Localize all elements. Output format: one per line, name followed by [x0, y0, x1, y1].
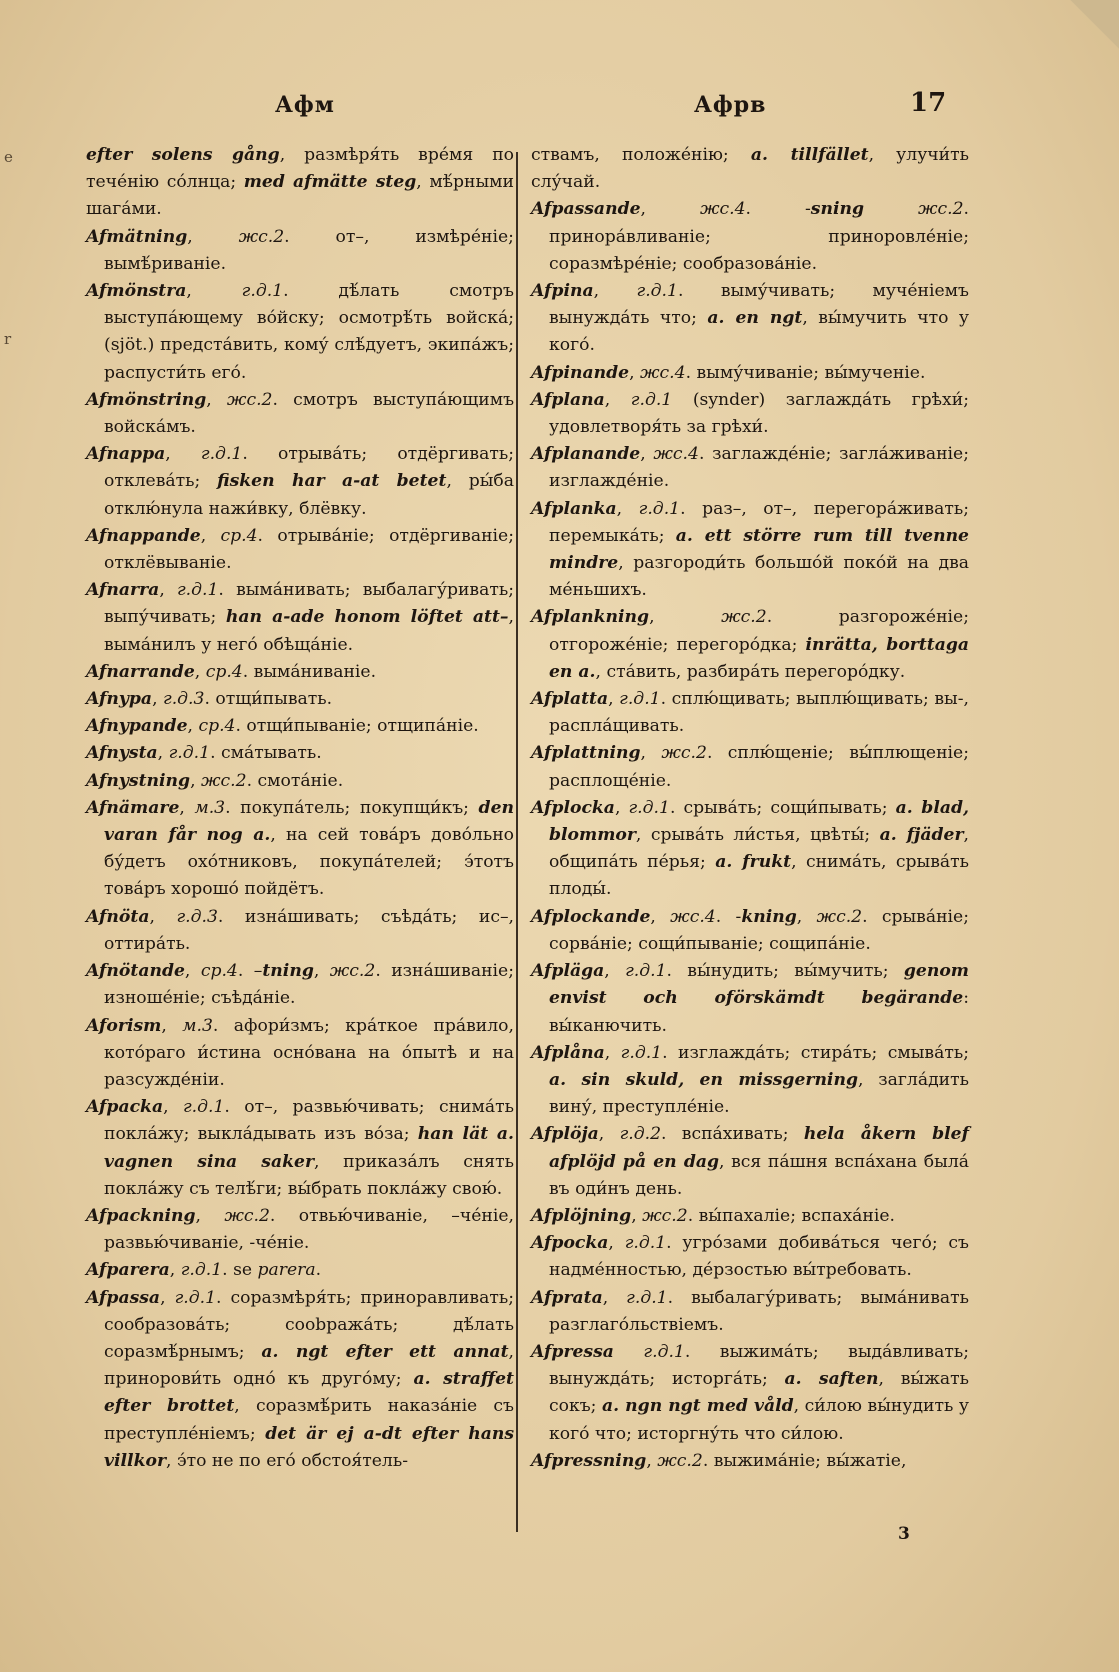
headword: Afpressning: [531, 1450, 647, 1471]
definition-text: . афори́змъ; кра́ткое пра́вило, кото́раго и́стина осно́вана на о́пытѣ и на разсужде́ніи.: [104, 1015, 514, 1090]
dictionary-entry: [86, 224, 514, 278]
definition-text: ,: [616, 498, 639, 519]
grammar-label: жс.4: [670, 906, 716, 927]
definition-text: , си́лою вы́нудить у кого́ что; исторгну́ть что си́лою.: [549, 1396, 970, 1444]
dictionary-entry: [86, 1094, 514, 1203]
definition-text: . изна́шиваніе; изноше́ніе; съѣда́ніе.: [104, 961, 515, 1009]
example-phrase: efter solens gång: [86, 145, 280, 165]
definition-text: . разгороже́ніе; отгороже́ніе; перегоро́дка;: [549, 607, 969, 655]
dictionary-entry: [86, 1203, 514, 1257]
grammar-label: ср.4: [205, 661, 243, 682]
grammar-label: жс.4: [699, 199, 746, 220]
definition-text: . от–, измѣре́ніе; вымѣ́риваніе.: [104, 226, 514, 274]
example-phrase: genom envist och oförskämdt begärande: [549, 961, 969, 1009]
definition-text: ,: [593, 281, 637, 302]
definition-text: ,: [629, 362, 640, 383]
dictionary-entry: [86, 387, 514, 441]
example-phrase: a. en ngt: [707, 308, 803, 329]
headword: Afplåna: [531, 1042, 605, 1063]
dictionary-entry: [531, 1285, 969, 1339]
definition-text: , соразмѣ́рить наказа́ніе съ преступле́ніемъ;: [104, 1396, 514, 1444]
definition-text: ,: [159, 580, 177, 601]
definition-text: . вспа́хивать;: [661, 1124, 804, 1145]
margin-mark: r: [4, 330, 12, 348]
dictionary-entry: [86, 713, 514, 740]
definition-text: ,: [194, 661, 206, 682]
left-column: [86, 142, 514, 1475]
example-phrase: med afmätte steg: [243, 172, 417, 193]
dictionary-entry: [86, 1285, 514, 1475]
definition-text: ,: [152, 689, 164, 710]
grammar-label: г.д.1: [200, 444, 243, 465]
definition-text: ,: [200, 525, 221, 546]
definition-text: . отщи́пывать.: [204, 689, 333, 710]
grammar-label: parera: [257, 1260, 316, 1281]
dictionary-entry: [86, 577, 514, 659]
definition-text: ,: [640, 199, 700, 220]
headword: Afnarra: [86, 580, 160, 601]
definition-text: ,: [163, 1097, 183, 1118]
dictionary-entry: [531, 1448, 969, 1475]
page-corner: [1059, 0, 1119, 60]
grammar-label: м.3: [182, 1015, 213, 1036]
dictionary-entry: [86, 142, 514, 224]
definition-text: ,: [604, 1042, 621, 1063]
headword: Afplatta: [531, 689, 609, 710]
definition-text: . дѣ́лать смотръ выступа́ющему во́йску; осмотрѣ́ть войска́; (sjöt.) предста́вить, кому́ слѣ́дуетъ, экипа́жъ; распусти́ть его́.: [104, 281, 514, 383]
dictionary-entry: [531, 142, 969, 196]
grammar-label: м.3: [194, 797, 226, 818]
grammar-label: ср.4: [220, 525, 258, 546]
dictionary-entry: [531, 496, 969, 605]
example-phrase: a. blad, blommor: [549, 797, 969, 846]
definition-text: ,: [796, 906, 817, 927]
definition-text: : вы́канючить.: [549, 988, 969, 1036]
dictionary-entry: [86, 795, 514, 904]
definition-text: . отрыва́ть; отдёргивать; отклева́ть;: [104, 444, 514, 492]
headword: Afpinande: [531, 362, 630, 383]
headword: Afplana: [531, 389, 605, 410]
grammar-label: жс.2: [329, 961, 376, 982]
definition-text: . –: [237, 961, 263, 982]
definition-text: , ста́вить, разбира́ть перегоро́дку.: [595, 661, 906, 682]
definition-text: , вы́жать сокъ;: [549, 1369, 969, 1417]
definition-text: [864, 199, 918, 219]
margin-mark: e: [4, 148, 13, 166]
definition-text: . вы́нудить; вы́мучить;: [666, 961, 904, 982]
example-phrase: a. ngt efter ett annat: [261, 1341, 509, 1362]
example-phrase: det är ej a-dt efter hans villkor: [104, 1423, 514, 1471]
headword: Afnappande: [86, 525, 201, 546]
dictionary-entry: [531, 958, 969, 1040]
dictionary-entry: [86, 958, 514, 1012]
definition-text: . выму́чивать; муче́ніемъ вынужда́ть что;: [549, 281, 969, 329]
dictionary-entry: [86, 278, 514, 387]
dictionary-entry: [531, 1040, 969, 1122]
definition-text: . вы́пахаліе; вспаха́ніе.: [687, 1205, 896, 1226]
headword: Afmönstring: [86, 389, 207, 410]
definition-text: . угро́зами добива́ться чего́; съ надме́нностью, де́рзостью вы́требовать.: [549, 1233, 969, 1281]
headword: Aforism: [86, 1015, 162, 1036]
definition-text: . выжима́ніе; вы́жатіе,: [702, 1450, 907, 1471]
headword: Afplöjning: [531, 1205, 632, 1226]
headword: Afpackning: [86, 1205, 196, 1226]
definition-text: ,: [614, 797, 629, 818]
definition-text: ,: [157, 743, 169, 764]
definition-text: . смота́ніе.: [246, 770, 344, 791]
definition-text: , снима́ть, срыва́ть плоды́.: [549, 852, 969, 900]
headword: Afpacka: [86, 1097, 164, 1118]
dictionary-entry: [86, 768, 514, 795]
grammar-label: жс.2: [201, 770, 247, 791]
grammar-label: г.д.3: [176, 906, 218, 927]
definition-text: , принорови́ть одно́ къ друго́му;: [104, 1341, 514, 1390]
dictionary-entry: [86, 740, 514, 767]
headword: Afnypa: [86, 689, 153, 710]
grammar-label: жс.2: [917, 199, 964, 220]
grammar-label: ср.4: [200, 961, 238, 982]
definition-text: . выма́нивать; выбалагу́ривать; выпу́чивать;: [104, 580, 514, 628]
example-phrase: a. sin skuld, en missgerning: [549, 1069, 858, 1090]
definition-text: (synder) заглажда́ть грѣхи́; удовлетворя́ть за грѣхи́.: [549, 389, 969, 438]
grammar-label: г.д.1: [638, 498, 681, 519]
definition-text: . -: [715, 906, 742, 927]
headword: Afpocka: [531, 1233, 609, 1254]
headword: Afpressa: [531, 1341, 614, 1362]
headword: Afpläga: [531, 961, 605, 982]
definition-text: . срыва́ть; сощи́пывать;: [669, 797, 896, 818]
headword: Afpassande: [531, 199, 641, 220]
grammar-label: г.д.1: [628, 797, 670, 818]
headword: Afnystning: [86, 770, 191, 791]
dictionary-entry: [531, 278, 969, 360]
definition-text: ,: [313, 961, 330, 982]
grammar-label: жс.4: [653, 444, 699, 465]
header-right-guideword: Афрв: [694, 92, 767, 118]
definition-text: . отвью́чиваніе, –че́ніе, развью́чиваніе, -че́ніе.: [104, 1205, 514, 1254]
headword: Afplattning: [531, 743, 641, 764]
example-phrase: hela åkern blef afplöjd på en dag: [549, 1124, 969, 1172]
headword: tning: [262, 961, 314, 982]
definition-text: . сплю́щеніе; вы́плющеніе; расплоще́ніе.: [549, 743, 969, 791]
grammar-label: г.д.1: [643, 1341, 685, 1362]
page-number: 17: [910, 88, 947, 118]
headword: Afmönstra: [86, 281, 187, 302]
definition-text: ствамъ, положе́нію;: [531, 145, 751, 165]
dictionary-entry: [531, 196, 969, 278]
definition-text: . покупа́тель; покупщи́къ;: [225, 797, 479, 818]
definition-text: ,: [149, 906, 177, 927]
definition-text: . отщи́пываніе; отщипа́ніе.: [235, 716, 479, 737]
dictionary-entry: [86, 1013, 514, 1095]
example-phrase: inrätta, borttaga en a.: [549, 634, 970, 682]
grammar-label: жс.2: [642, 1205, 688, 1226]
dictionary-entry: [86, 659, 514, 686]
definition-text: . выжима́ть; выда́вливать; вынужда́ть; исторга́ть;: [549, 1341, 969, 1390]
example-phrase: han lät a. vagnen sina saker: [104, 1124, 514, 1172]
headword: Afmätning: [86, 226, 188, 247]
headword: Afnysta: [86, 743, 158, 764]
definition-text: ,: [187, 226, 239, 247]
headword: Afnöta: [86, 906, 150, 927]
definition-text: ,: [187, 716, 199, 737]
definition-text: ,: [160, 1287, 175, 1308]
definition-text: , разгороди́ть большо́й поко́й на два ме́ньшихъ.: [549, 553, 969, 601]
definition-text: . выбалагу́ривать; выма́нивать разглаго́льствіемъ.: [549, 1287, 969, 1335]
definition-text: ,: [604, 961, 626, 982]
headword: Afparera: [86, 1260, 170, 1281]
headword: Afplankning: [531, 607, 650, 628]
definition-text: , срыва́ть ли́стья, цвѣты́;: [635, 825, 880, 846]
grammar-label: г.д.1: [241, 281, 284, 302]
definition-text: , мѣ́рными шага́ми.: [86, 172, 515, 220]
definition-text: . сма́тывать.: [210, 743, 322, 764]
dictionary-entry: [531, 740, 969, 794]
definition-text: ,: [608, 689, 620, 710]
grammar-label: жс.2: [661, 743, 707, 764]
definition-text: . изна́шивать; съѣда́ть; ис–, оттира́ть.: [104, 906, 514, 954]
definition-text: . раз–, от–, перегора́живать; перемыка́ть;: [549, 498, 969, 546]
definition-text: . отрыва́ніе; отдёргиваніе; отклёвываніе.: [104, 525, 514, 574]
example-phrase: a. ett större rum till tvenne mindre: [549, 525, 969, 574]
grammar-label: г.д.3: [163, 689, 205, 710]
definition-text: . принора́вливаніе; приноровле́ніе; соразмѣре́ніе; сообразова́ніе.: [549, 199, 969, 274]
headword: Afnappa: [86, 444, 166, 465]
dictionary-entry: [531, 1203, 969, 1230]
definition-text: ,: [165, 444, 201, 465]
definition-text: ,: [649, 607, 722, 628]
grammar-label: г.д.1: [174, 1287, 217, 1308]
dictionary-entry: [86, 1257, 514, 1284]
grammar-label: жс.2: [224, 1205, 270, 1226]
definition-text: ,: [190, 770, 202, 791]
definition-text: . соразмѣря́ть; приноравливать; сообразова́ть; соobража́ть; дѣ́лать соразмѣ́рнымъ;: [104, 1287, 514, 1362]
definition-text: ,: [161, 1015, 183, 1036]
definition-text: ,: [631, 1205, 643, 1226]
grammar-label: жс.2: [226, 389, 273, 410]
headword: Afprata: [531, 1287, 603, 1308]
column-divider: [516, 152, 518, 1532]
headword: Afnarrande: [86, 661, 195, 682]
definition-text: .: [315, 1260, 322, 1281]
grammar-label: г.д.1: [168, 743, 211, 764]
example-phrase: a. straffet efter brottet: [104, 1369, 514, 1417]
headword: Afnötande: [86, 961, 185, 982]
definition-text: ,: [195, 1205, 225, 1226]
dictionary-entry: [86, 523, 514, 577]
definition-text: . сплю́щивать; выплю́щивать; вы-, распла́щивать.: [549, 689, 969, 737]
dictionary-entry: [86, 686, 514, 713]
headword: Afpina: [531, 281, 594, 302]
definition-text: , ры́ба отклю́нула нажи́вку, блёвку.: [104, 471, 514, 519]
definition-text: , общипа́ть пе́рья;: [549, 825, 969, 873]
dictionary-entry: [531, 441, 969, 495]
dictionary-entry: [86, 441, 514, 523]
headword: Afnämare: [86, 797, 180, 818]
definition-text: , э́то не по его́ обстоя́тель-: [166, 1450, 409, 1471]
example-phrase: a. tillfället: [750, 145, 869, 165]
grammar-label: г.д.2: [619, 1124, 662, 1145]
example-phrase: a. frukt: [715, 852, 792, 873]
grammar-label: г.д.1: [626, 1287, 668, 1308]
example-phrase: den varan får nog a.: [104, 797, 514, 846]
definition-text: . выма́ниваніе.: [242, 661, 377, 682]
signature-mark: 3: [898, 1524, 910, 1544]
grammar-label: г.д.1: [180, 1260, 223, 1281]
example-phrase: a. saften: [784, 1369, 879, 1390]
header-left-guideword: Афм: [275, 92, 335, 118]
definition-text: . срыва́ніе; сорва́ніе; сощи́пываніе; сощипа́ніе.: [549, 906, 969, 954]
grammar-label: г.д.1: [182, 1097, 225, 1118]
grammar-label: жс.2: [721, 607, 767, 628]
grammar-label: г.д.1: [625, 961, 667, 982]
definition-text: ,: [184, 961, 201, 982]
dictionary-entry: [531, 1230, 969, 1284]
definition-text: ,: [640, 743, 662, 764]
example-phrase: fisken har a-at betet: [217, 471, 447, 492]
definition-text: ,: [602, 1287, 627, 1308]
definition-text: , на сей това́ръ дово́льно бу́детъ охо́тниковъ, покупа́телей; э́тотъ това́ръ хорошо́ пойдётъ.: [104, 825, 514, 900]
grammar-label: г.д.1: [636, 281, 678, 302]
headword: Afplanande: [531, 444, 641, 465]
headword: sning: [810, 199, 864, 220]
headword: Afplöja: [531, 1124, 599, 1145]
grammar-label: жс.2: [657, 1450, 703, 1471]
definition-text: [614, 1342, 643, 1362]
headword: Afpassa: [86, 1287, 161, 1308]
definition-text: , вся па́шня вспа́хана была́ въ оди́нъ день.: [549, 1151, 969, 1199]
definition-text: . от–, развью́чивать; снима́ть покла́жу; выкла́дывать изъ во́за;: [104, 1097, 514, 1145]
definition-text: ,: [650, 906, 671, 927]
definition-text: ,: [169, 1260, 181, 1281]
definition-text: . смотръ выступа́ющимъ войска́мъ.: [104, 389, 514, 438]
definition-text: , вы́мучить что у кого́.: [549, 308, 969, 356]
grammar-label: г.д.1: [619, 689, 661, 710]
right-column: [531, 142, 969, 1475]
grammar-label: жс.2: [238, 226, 285, 247]
dictionary-entry: [531, 904, 969, 958]
definition-text: ,: [608, 1233, 625, 1254]
definition-text: , улучи́ть слу́чай.: [531, 145, 969, 193]
grammar-label: г.д.1: [624, 1233, 667, 1254]
dictionary-entry: [531, 686, 969, 740]
definition-text: , размѣря́ть вре́мя по тече́нію со́лнца;: [86, 145, 514, 193]
definition-text: , загла́дить вину́, преступле́ніе.: [549, 1069, 969, 1118]
headword: Afnypande: [86, 716, 188, 737]
headword: kning: [741, 906, 797, 927]
definition-text: ,: [598, 1124, 620, 1145]
example-phrase: a. ngn ngt med våld: [602, 1396, 794, 1417]
headword: Afplockande: [531, 906, 651, 927]
definition-text: ,: [604, 389, 631, 410]
grammar-label: г.д.1: [176, 580, 219, 601]
definition-text: . выму́чиваніе; вы́мученіе.: [685, 362, 926, 383]
dictionary-entry: [531, 1121, 969, 1203]
dictionary-entry: [531, 1339, 969, 1448]
example-phrase: han a-ade honom löftet att–: [225, 607, 509, 628]
grammar-label: г.д.1: [620, 1042, 663, 1063]
dictionary-entry: [531, 387, 969, 441]
grammar-label: ср.4: [198, 716, 236, 737]
grammar-label: жс.4: [640, 362, 686, 383]
definition-text: . se: [222, 1260, 258, 1281]
definition-text: , выма́нилъ у него́ обѣща́ніе.: [104, 607, 514, 655]
dictionary-entry: [531, 360, 969, 387]
definition-text: . -: [745, 199, 811, 220]
definition-text: . изглажда́ть; стира́ть; смыва́ть;: [662, 1042, 969, 1063]
definition-text: ,: [640, 444, 654, 465]
dictionary-entry: [86, 904, 514, 958]
definition-text: , приказа́лъ снять покла́жу съ телѣ́ги; вы́брать покла́жу свою́.: [104, 1151, 514, 1199]
headword: Afplocka: [531, 797, 615, 818]
definition-text: ,: [186, 281, 242, 302]
headword: Afplanka: [531, 498, 617, 519]
grammar-label: жс.2: [816, 906, 863, 927]
definition-text: . заглажде́ніе; загла́живаніе; изглажде́ніе.: [549, 444, 969, 492]
dictionary-entry: [531, 795, 969, 904]
definition-text: ,: [646, 1450, 658, 1471]
grammar-label: г.д.1: [630, 389, 673, 410]
definition-text: ,: [179, 797, 195, 818]
definition-text: ,: [206, 389, 227, 410]
dictionary-entry: [531, 604, 969, 686]
example-phrase: a. fjäder: [879, 825, 964, 846]
